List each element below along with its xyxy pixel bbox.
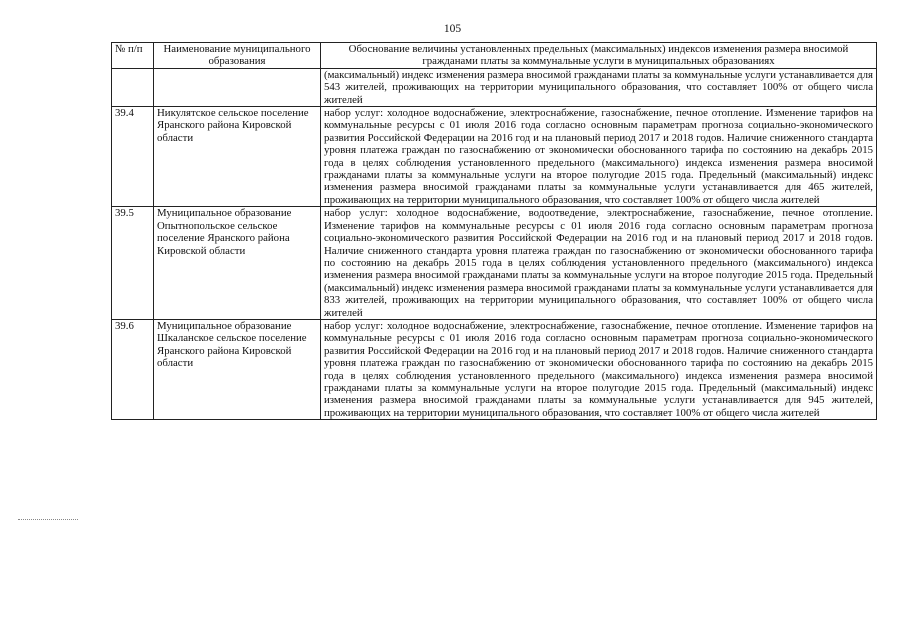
header-justification: Обоснование величины установленных предельных (максимальных) индексов изменения размера вносимой гражданами платы за коммунальные услуги в муниципальных образованиях [321,43,877,69]
page-number: 105 [443,23,462,35]
header-num: № п/п [112,43,154,69]
row-name: Муниципальное образование Опытнопольское сельское поселение Яранского района Кировской области [154,207,321,320]
row-num: 39.6 [112,319,154,419]
scan-artifact-line [18,519,78,520]
table-row [112,107,877,207]
row-justification: набор услуг: холодное водоснабжение, электроснабжение, газоснабжение, печное отопление. Изменение тарифов на коммунальные ресурсы с 01 июля 2016 года согласно основным параметрам прогноза социально-экономического развития Российской Федерации на 2016 год и на плановый период 2017 и 2018 годов. Наличие сниженного стандарта уровня платежа граждан по газоснабжению от экономически обоснованного тарифа по состоянию на декабрь 2015 года в целях соблюдения установленного предельного (максимального) индекса изменения размера вносимой гражданами платы за коммунальные услуги на второе полугодие 2015 года. Предельный (максимальный) индекс изменения размера вносимой гражданами платы за коммунальные услуги устанавливается для 465 жителей, проживающих на территории муниципального образования, что составляет 100% от общего числа жителей [321,107,877,207]
tariff-justification-table [111,42,877,420]
row-name: Муниципальное образование Шкаланское сельское поселение Яранского района Кировской области [154,319,321,419]
row-num: 39.4 [112,107,154,207]
row-num [112,68,154,106]
header-name: Наименование муниципального образования [154,43,321,69]
table-row [112,319,877,419]
row-name [154,68,321,106]
table-header [112,43,877,69]
table-row [112,68,877,106]
table-row [112,207,877,320]
table-body [112,68,877,419]
row-justification: (максимальный) индекс изменения размера вносимой гражданами платы за коммунальные услуги устанавливается для 543 жителей, проживающих на территории муниципального образования, что составляет 100% от общего числа жителей [321,68,877,106]
row-justification: набор услуг: холодное водоснабжение, водоотведение, электроснабжение, газоснабжение, печное отопление. Изменение тарифов на коммунальные ресурсы с 01 июля 2016 года согласно основным параметрам прогноза социально-экономического развития Российской Федерации на 2016 год и на плановый период 2017 и 2018 годов. Наличие сниженного стандарта уровня платежа граждан по газоснабжению от экономически обоснованного тарифа по состоянию на декабрь 2015 года в целях соблюдения установленного предельного (максимального) индекса изменения размера вносимой гражданами платы за коммунальные услуги на второе полугодие 2015 года. Предельный (максимальный) индекс изменения размера вносимой гражданами платы за коммунальные услуги устанавливается для 833 жителей, проживающих на территории муниципального образования, что составляет 100% от общего числа жителей [321,207,877,320]
header-row [112,43,877,69]
row-num: 39.5 [112,207,154,320]
row-justification: набор услуг: холодное водоснабжение, электроснабжение, газоснабжение, печное отопление. Изменение тарифов на коммунальные ресурсы с 01 июля 2016 года согласно основным параметрам прогноза социально-экономического развития Российской Федерации на 2016 год и на плановый период 2017 и 2018 годов. Наличие сниженного стандарта уровня платежа граждан по газоснабжению от экономически обоснованного тарифа по состоянию на декабрь 2015 года в целях соблюдения установленного предельного (максимального) индекса изменения размера вносимой гражданами платы за коммунальные услуги на второе полугодие 2015 года. Предельный (максимальный) индекс изменения размера вносимой гражданами платы за коммунальные услуги устанавливается для 945 жителей, проживающих на территории муниципального образования, что составляет 100% от общего числа жителей [321,319,877,419]
row-name: Никулятское сельское поселение Яранского района Кировской области [154,107,321,207]
